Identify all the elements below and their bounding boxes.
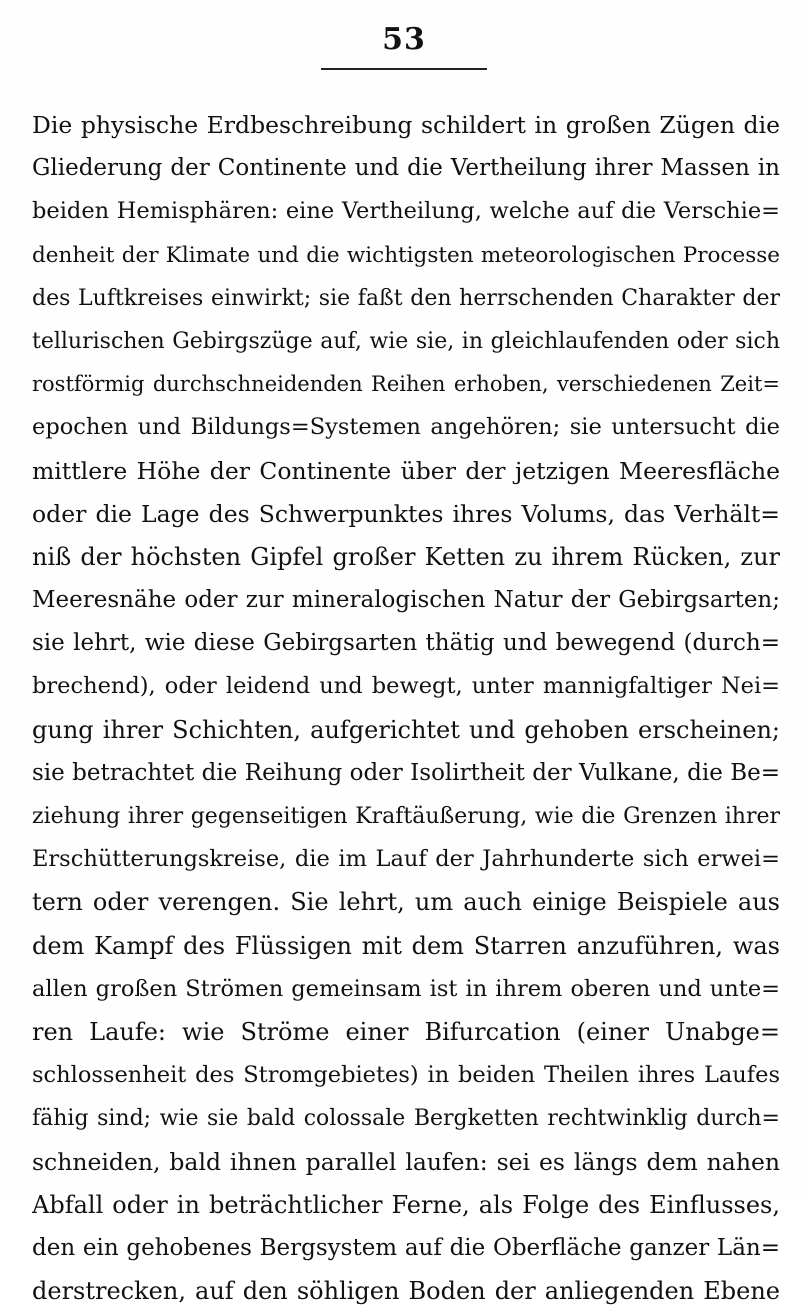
text-line: Gliederung der Continente und die Vertheilung ihrer Massen in <box>32 155 780 182</box>
text-line: niß der höchsten Gipfel großer Ketten zu ihrem Rücken, zur <box>32 542 780 571</box>
text-line: Meeresnähe oder zur mineralogischen Natur der Gebirgsarten; <box>32 587 780 614</box>
text-line: gung ihrer Schichten, aufgerichtet und gehoben erscheinen; <box>32 715 780 744</box>
text-line: ziehung ihrer gegenseitigen Kraftäußerung, wie die Grenzen ihrer <box>32 804 780 829</box>
text-line: sie lehrt, wie diese Gebirgsarten thätig und bewegend (durch= <box>32 630 780 657</box>
page-number: 53 <box>382 22 426 57</box>
text-line: schneiden, bald ihnen parallel laufen: sei es längs dem nahen <box>32 1147 780 1176</box>
text-line: Die physische Erdbeschreibung schildert in großen Zügen die <box>32 111 780 139</box>
text-line: fähig sind; wie sie bald colossale Bergketten rechtwinklig durch= <box>32 1106 780 1132</box>
text-line: dem Kampf des Flüssigen mit dem Starren anzuführen, was <box>32 931 780 960</box>
text-line: ren Laufe: wie Ströme einer Bifurcation (einer Unabge= <box>32 1017 780 1046</box>
text-line: Abfall oder in beträchtlicher Ferne, als Folge des Einflusses, <box>32 1190 780 1219</box>
text-line: schlossenheit des Stromgebietes) in beiden Theilen ihres Laufes <box>32 1062 780 1089</box>
text-line: brechend), oder leidend und bewegt, unter mannigfaltiger Nei= <box>32 673 780 700</box>
text-line: des Luftkreises einwirkt; sie faßt den herrschenden Charakter der <box>32 285 780 311</box>
text-line: denheit der Klimate und die wichtigsten meteorologischen Processe <box>32 242 780 268</box>
text-line: tern oder verengen. Sie lehrt, um auch einige Beispiele aus <box>32 888 780 917</box>
text-line: tellurischen Gebirgszüge auf, wie sie, in gleichlaufenden oder sich <box>32 328 780 354</box>
text-line: den ein gehobenes Bergsystem auf die Oberfläche ganzer Län= <box>32 1234 780 1261</box>
text-line: sie betrachtet die Reihung oder Isolirtheit der Vulkane, die Be= <box>32 759 780 786</box>
text-line: rostförmig durchschneidenden Reihen erhoben, verschiedenen Zeit= <box>32 372 780 397</box>
text-line: oder die Lage des Schwerpunktes ihres Volums, das Verhält= <box>32 499 780 528</box>
body-text <box>32 104 780 1313</box>
text-line: derstrecken, auf den söhligen Boden der anliegenden Ebene <box>32 1277 780 1306</box>
text-line: allen großen Strömen gemeinsam ist in ihrem oberen und unte= <box>32 975 780 1002</box>
text-line: epochen und Bildungs=Systemen angehören; sie untersucht die <box>32 414 780 441</box>
text-line: beiden Hemisphären: eine Vertheilung, welche auf die Verschie= <box>32 198 780 225</box>
header-rule <box>321 68 487 70</box>
text-line: Erschütterungskreise, die im Lauf der Jahrhunderte sich erwei= <box>32 846 780 873</box>
text-line: mittlere Höhe der Continente über der jetzigen Meeresfläche <box>32 456 780 485</box>
